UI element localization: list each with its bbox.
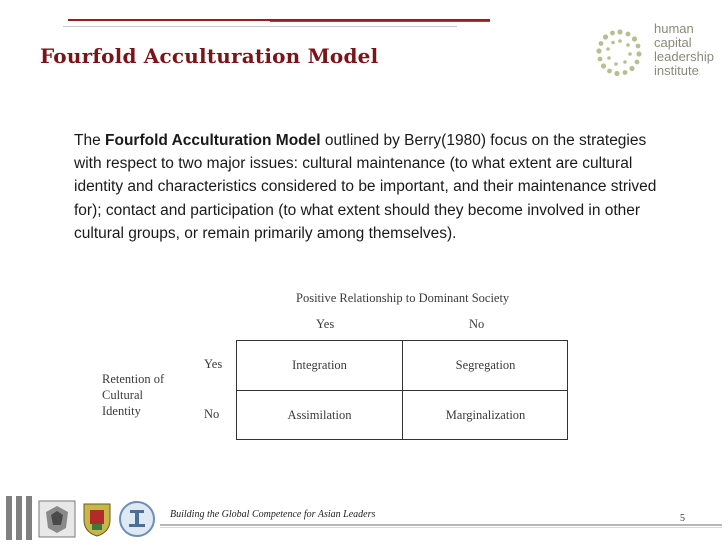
row-header-line: Identity xyxy=(102,404,141,418)
footer-bar xyxy=(16,496,22,540)
slide-title: Fourfold Acculturation Model xyxy=(40,44,379,68)
hcli-logo xyxy=(590,22,720,82)
column-header: Positive Relationship to Dominant Society xyxy=(296,291,510,305)
intro-model-name: Fourfold Acculturation Model xyxy=(105,132,321,149)
logo-line: institute xyxy=(654,63,699,78)
partner-crest-icon xyxy=(78,500,116,538)
row-header-line: Cultural xyxy=(102,388,143,402)
page-number: 5 xyxy=(680,513,685,524)
cell-integration: Integration xyxy=(292,358,347,372)
partner-seal-icon xyxy=(118,500,156,538)
logo-line: capital xyxy=(654,35,692,50)
cell-segregation: Segregation xyxy=(455,358,516,372)
footer-bar xyxy=(6,496,12,540)
intro-paragraph xyxy=(74,129,674,245)
row-yes-label: Yes xyxy=(204,357,223,371)
footer-bar xyxy=(26,496,32,540)
row-no-label: No xyxy=(204,407,220,421)
footer-tagline: Building the Global Competence for Asian Leaders xyxy=(170,509,376,520)
partner-emblem-icon xyxy=(38,500,76,538)
footer-rule-thin xyxy=(160,527,722,528)
acculturation-diagram xyxy=(96,285,576,445)
logo-line: human xyxy=(654,21,694,36)
logo-line: leadership xyxy=(654,49,714,64)
logo-wordmark xyxy=(654,22,714,78)
row-header-line: Retention of xyxy=(102,372,165,386)
strategy-grid xyxy=(236,340,568,440)
column-no-label: No xyxy=(469,317,485,331)
intro-body: outlined by Berry(1980) focus on the strategies with respect to two major issues: cultural maintenance (to what extent are cultural identity and characteristics considered to be important, and their maintenance strived for); contact and participation (to what extent should they become involved in other cultural groups, or remain primarily among themselves). xyxy=(74,132,657,242)
header-rule-red-thin xyxy=(270,21,490,22)
header-rule-grey xyxy=(63,26,457,27)
cell-assimilation: Assimilation xyxy=(287,408,352,422)
sunburst-logo-icon xyxy=(590,24,650,80)
cell-marginalization: Marginalization xyxy=(445,408,526,422)
footer-rule xyxy=(160,524,722,526)
intro-prefix: The xyxy=(74,132,106,149)
column-yes-label: Yes xyxy=(316,317,335,331)
